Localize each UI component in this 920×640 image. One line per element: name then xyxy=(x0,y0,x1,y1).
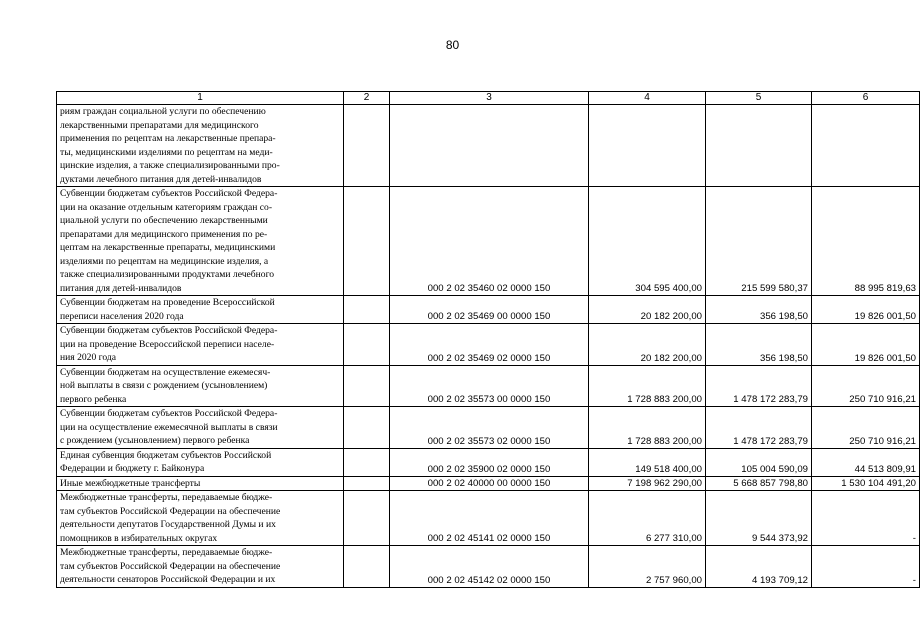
description-line: Субвенции бюджетам на осуществление ежемесяч- xyxy=(60,366,271,378)
table-header xyxy=(57,92,920,105)
row-unexecuted-amount: 44 513 809,91 xyxy=(812,448,920,476)
row-budget-code: 000 2 02 35469 00 0000 150 xyxy=(390,296,589,324)
row-unexecuted-amount: 88 995 819,63 xyxy=(812,187,920,296)
table-row xyxy=(57,187,920,296)
description-line: циальной услуги по обеспечению лекарственными xyxy=(60,215,268,226)
row-description xyxy=(57,105,344,187)
description-line: риям граждан социальной услуги по обеспечению xyxy=(60,106,266,117)
row-budget-code: 000 2 02 35573 00 0000 150 xyxy=(390,365,589,407)
row-column-2 xyxy=(344,105,390,187)
description-line: цептам на лекарственные препараты, медицинскими xyxy=(60,242,276,253)
row-description xyxy=(57,296,344,324)
description-line: цинские изделия, а также специализированными про- xyxy=(60,160,280,171)
row-approved-amount: 6 277 310,00 xyxy=(589,491,706,546)
row-approved-amount: 2 757 960,00 xyxy=(589,546,706,588)
description-line: помощников в избирательных округах xyxy=(60,532,218,544)
row-budget-code: 000 2 02 45141 02 0000 150 xyxy=(390,491,589,546)
description-line: ции на оказание отдельным категориям граждан со- xyxy=(60,201,273,213)
table-row xyxy=(57,407,920,449)
row-description xyxy=(57,448,344,476)
row-description xyxy=(57,324,344,366)
row-approved-amount: 20 182 200,00 xyxy=(589,296,706,324)
description-line: изделиями по рецептам на медицинские изделия, а xyxy=(60,255,269,267)
row-executed-amount: 1 478 172 283,79 xyxy=(706,407,812,449)
table-row xyxy=(57,491,920,546)
row-unexecuted-amount: 19 826 001,50 xyxy=(812,296,920,324)
row-executed-amount: 1 478 172 283,79 xyxy=(706,365,812,407)
description-line: деятельности депутатов Государственной Думы и их xyxy=(60,519,276,530)
column-header-4: 4 xyxy=(589,92,706,105)
description-line: там субъектов Российской Федерации на обеспечение xyxy=(60,505,281,517)
row-executed-amount: 356 198,50 xyxy=(706,324,812,366)
row-column-2 xyxy=(344,476,390,491)
column-header-6: 6 xyxy=(812,92,920,105)
description-line: также специализированными продуктами лечебного xyxy=(60,269,275,280)
table-row xyxy=(57,448,920,476)
row-column-2 xyxy=(344,407,390,449)
row-column-2 xyxy=(344,296,390,324)
table-row xyxy=(57,324,920,366)
row-description xyxy=(57,476,344,491)
row-approved-amount: 149 518 400,00 xyxy=(589,448,706,476)
header-row xyxy=(57,92,920,105)
row-column-2 xyxy=(344,546,390,588)
description-line: лекарственными препаратами для медицинского xyxy=(60,119,259,131)
description-line: Субвенции бюджетам субъектов Российской Федера- xyxy=(60,408,278,419)
row-approved-amount: 1 728 883 200,00 xyxy=(589,407,706,449)
row-column-2 xyxy=(344,491,390,546)
column-header-5: 5 xyxy=(706,92,812,105)
description-line: ной выплаты в связи с рождением (усыновлением) xyxy=(60,380,268,391)
description-line: Субвенции бюджетам субъектов Российской Федера- xyxy=(60,188,278,199)
row-unexecuted-amount: 250 710 916,21 xyxy=(812,365,920,407)
description-line: первого ребенка xyxy=(60,393,127,405)
description-line: препаратами для медицинского применения по ре- xyxy=(60,228,268,240)
row-unexecuted-amount: - xyxy=(812,491,920,546)
budget-table xyxy=(56,91,920,588)
description-line: деятельности сенаторов Российской Федерации и их xyxy=(60,574,276,585)
row-description xyxy=(57,546,344,588)
description-line: ции на проведение Всероссийской переписи населе- xyxy=(60,338,275,350)
column-header-3: 3 xyxy=(390,92,589,105)
row-approved-amount: 304 595 400,00 xyxy=(589,187,706,296)
row-executed-amount: 4 193 709,12 xyxy=(706,546,812,588)
description-line: применения по рецептам на лекарственные препара- xyxy=(60,133,276,144)
row-description xyxy=(57,187,344,296)
row-budget-code: 000 2 02 35469 02 0000 150 xyxy=(390,324,589,366)
row-description xyxy=(57,407,344,449)
row-executed-amount xyxy=(706,105,812,187)
description-line: там субъектов Российской Федерации на обеспечение xyxy=(60,560,281,572)
description-line: переписи населения 2020 года xyxy=(60,310,184,322)
description-line: дуктами лечебного питания для детей-инвалидов xyxy=(60,173,262,185)
row-description xyxy=(57,365,344,407)
table-row xyxy=(57,476,920,491)
row-executed-amount: 9 544 373,92 xyxy=(706,491,812,546)
table-row xyxy=(57,365,920,407)
row-column-2 xyxy=(344,365,390,407)
description-line: Субвенции бюджетам на проведение Всероссийской xyxy=(60,297,275,308)
table-row xyxy=(57,105,920,187)
row-column-2 xyxy=(344,324,390,366)
page-number: 80 xyxy=(445,38,460,52)
row-approved-amount: 1 728 883 200,00 xyxy=(589,365,706,407)
row-approved-amount: 20 182 200,00 xyxy=(589,324,706,366)
row-column-2 xyxy=(344,187,390,296)
description-line: ния 2020 года xyxy=(60,352,117,363)
column-header-2: 2 xyxy=(344,92,390,105)
description-line: Субвенции бюджетам субъектов Российской Федера- xyxy=(60,325,278,336)
row-approved-amount: 7 198 962 290,00 xyxy=(589,476,706,491)
column-header-1: 1 xyxy=(57,92,344,105)
row-executed-amount: 5 668 857 798,80 xyxy=(706,476,812,491)
row-executed-amount: 356 198,50 xyxy=(706,296,812,324)
description-line: Межбюджетные трансферты, передаваемые бюдже- xyxy=(60,547,273,558)
row-approved-amount xyxy=(589,105,706,187)
row-unexecuted-amount: 19 826 001,50 xyxy=(812,324,920,366)
description-line: Межбюджетные трансферты, передаваемые бюдже- xyxy=(60,492,273,503)
row-budget-code xyxy=(390,105,589,187)
row-column-2 xyxy=(344,448,390,476)
description-line: ты, медицинскими изделиями по рецептам на меди- xyxy=(60,146,273,158)
description-line: с рождением (усыновлением) первого ребенка xyxy=(60,435,250,446)
description-line: Федерации и бюджету г. Байконура xyxy=(60,463,205,474)
row-unexecuted-amount: - xyxy=(812,546,920,588)
row-budget-code: 000 2 02 45142 02 0000 150 xyxy=(390,546,589,588)
row-budget-code: 000 2 02 35460 02 0000 150 xyxy=(390,187,589,296)
table-row xyxy=(57,296,920,324)
row-budget-code: 000 2 02 35900 02 0000 150 xyxy=(390,448,589,476)
table-body xyxy=(57,105,920,588)
table-row xyxy=(57,546,920,588)
row-unexecuted-amount: 250 710 916,21 xyxy=(812,407,920,449)
row-description xyxy=(57,491,344,546)
row-executed-amount: 105 004 590,09 xyxy=(706,448,812,476)
row-executed-amount: 215 599 580,37 xyxy=(706,187,812,296)
description-line: Иные межбюджетные трансферты xyxy=(60,477,201,489)
description-line: ции на осуществление ежемесячной выплаты в связи xyxy=(60,421,278,433)
row-unexecuted-amount xyxy=(812,105,920,187)
row-budget-code: 000 2 02 40000 00 0000 150 xyxy=(390,476,589,491)
row-unexecuted-amount: 1 530 104 491,20 xyxy=(812,476,920,491)
description-line: Единая субвенция бюджетам субъектов Российской xyxy=(60,449,272,461)
row-budget-code: 000 2 02 35573 02 0000 150 xyxy=(390,407,589,449)
description-line: питания для детей-инвалидов xyxy=(60,282,182,294)
